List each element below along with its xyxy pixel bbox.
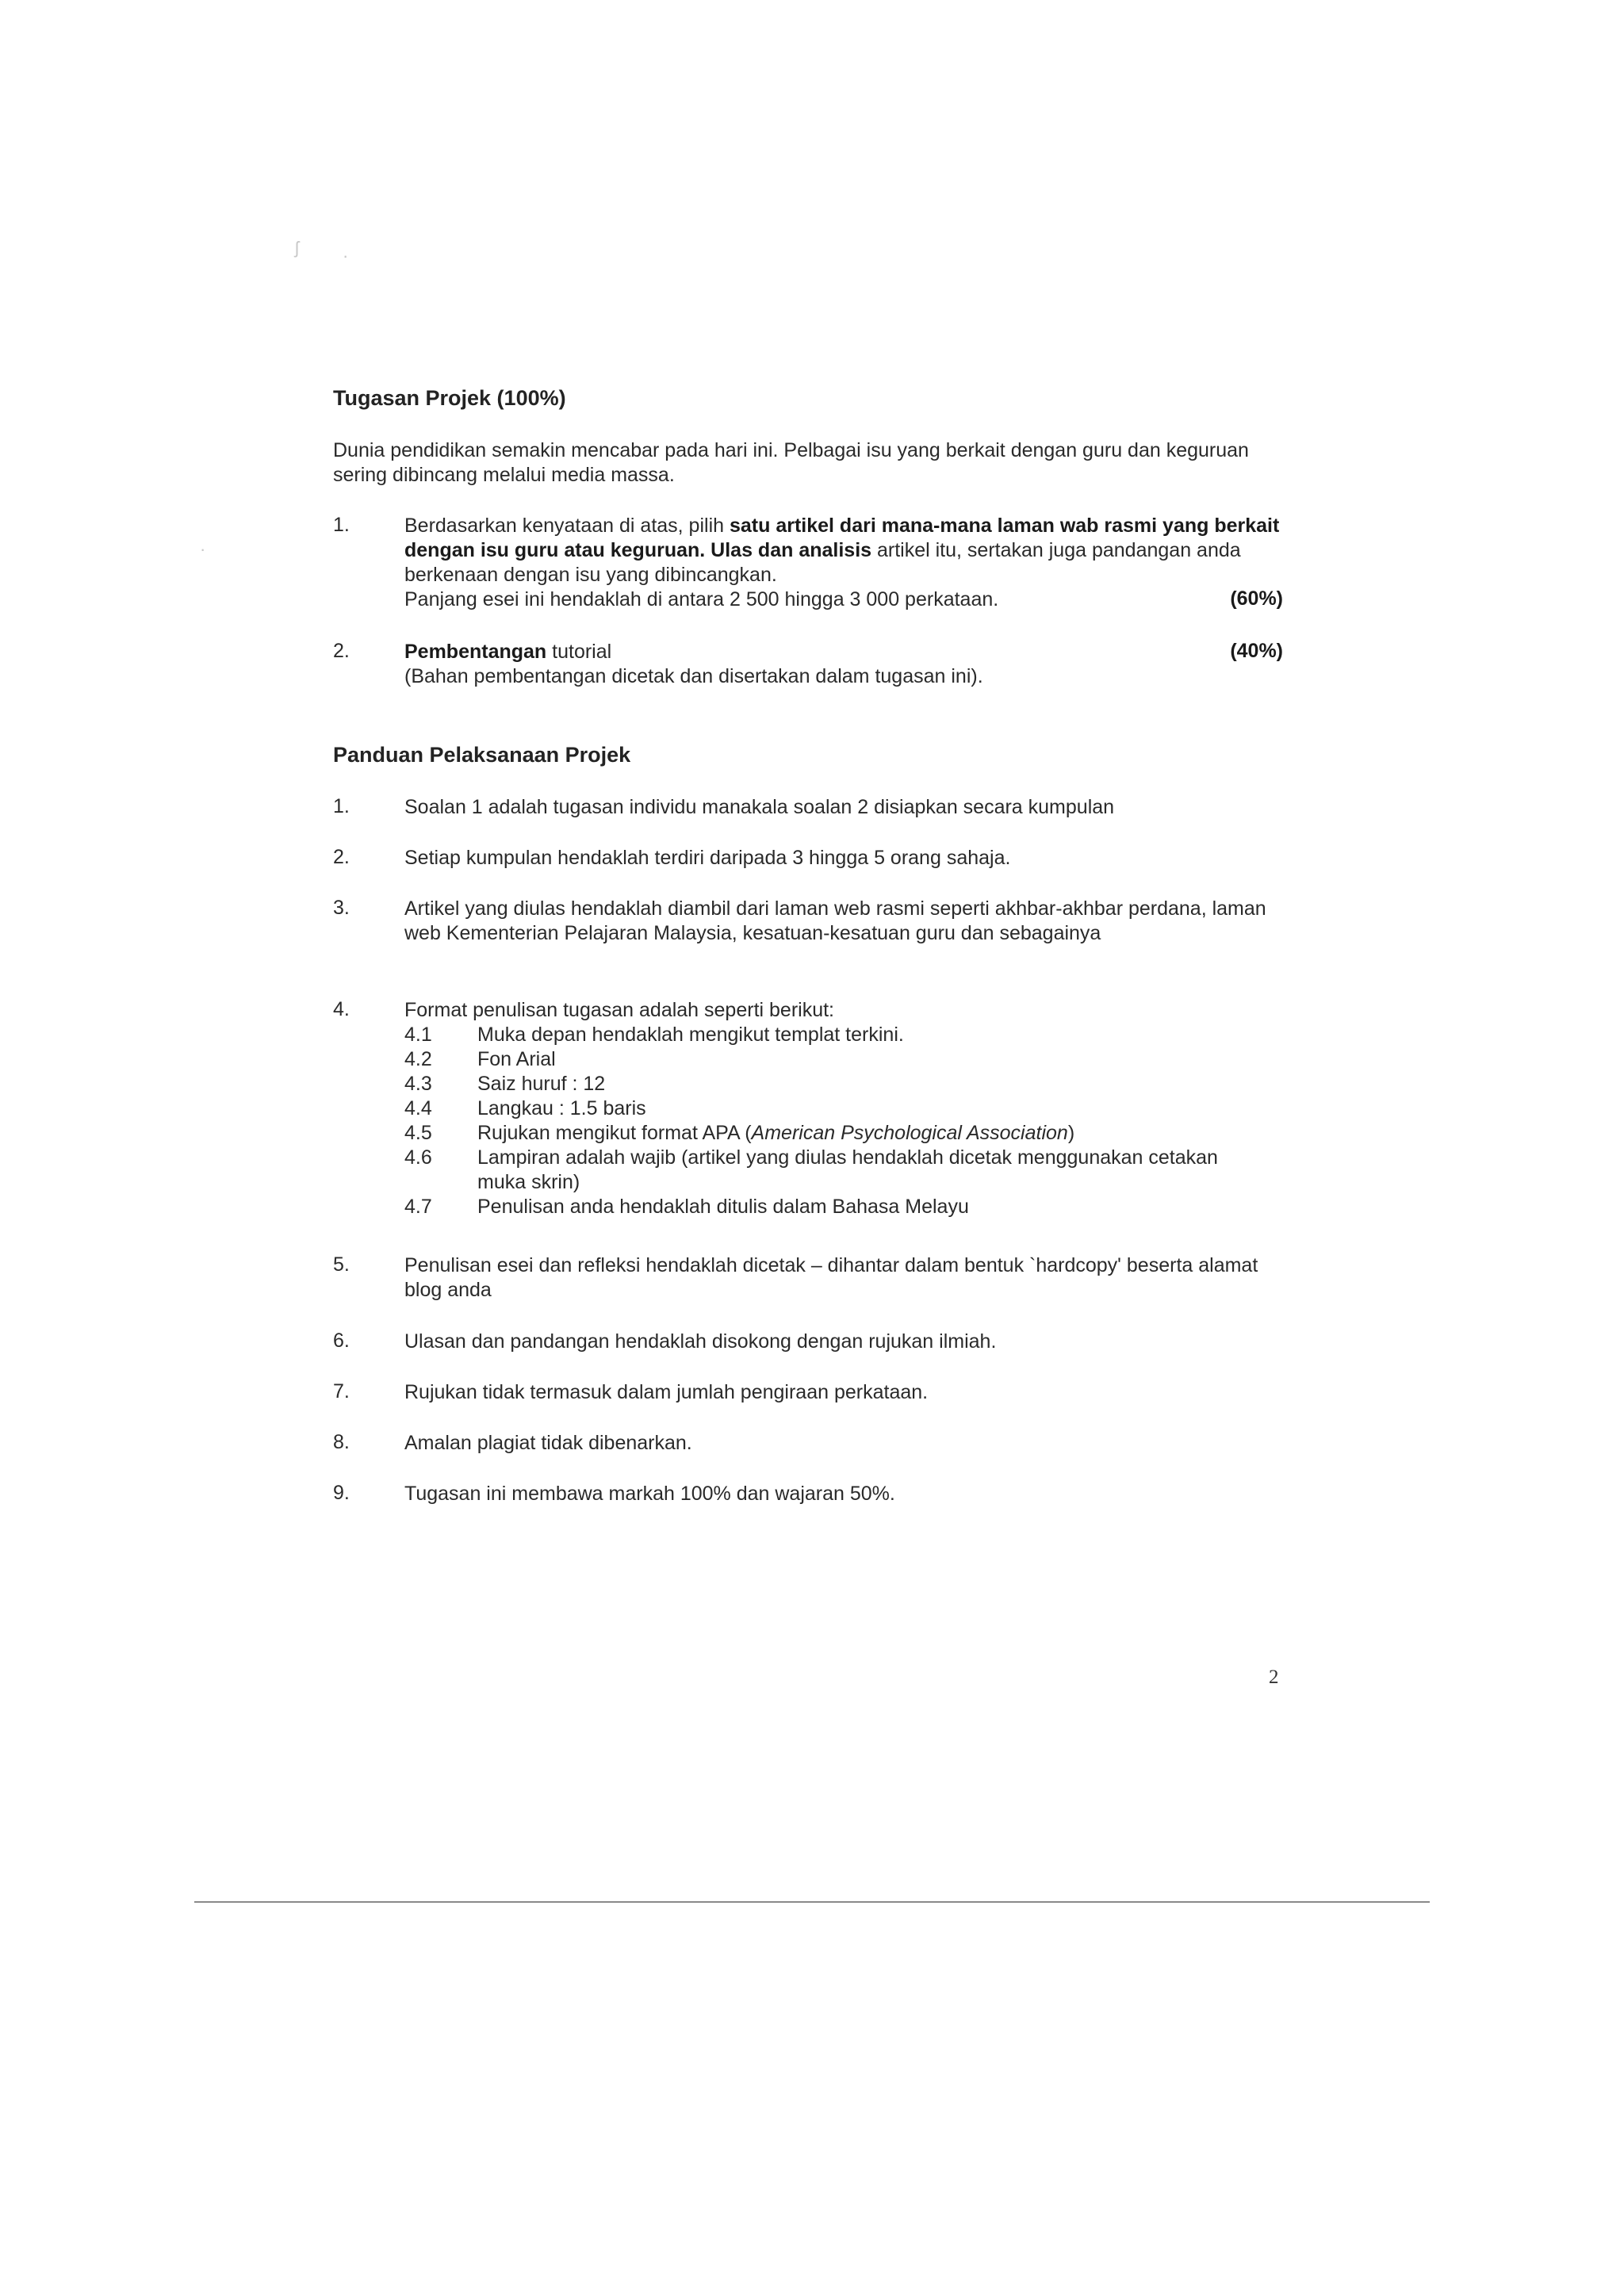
guide-item-number: 2. [333, 846, 350, 868]
format-subitem [404, 1023, 1285, 1047]
subitem-text: Penulisan anda hendaklah ditulis dalam Bahasa Melayu [477, 1196, 969, 1218]
subitem-text-italic: American Psychological Association [751, 1122, 1068, 1144]
subitem-number: 4.1 [404, 1024, 432, 1046]
guide-item-number: 6. [333, 1330, 350, 1352]
task-text: tutorial [546, 641, 612, 663]
task-text-bold: Ulas dan analisis [710, 539, 872, 561]
guide-item-text: Format penulisan tugasan adalah seperti berikut: [404, 999, 834, 1021]
subitem-number: 4.6 [404, 1146, 432, 1169]
guide-item-text: Rujukan tidak termasuk dalam jumlah pengiraan perkataan. [404, 1381, 929, 1403]
intro-paragraph: Dunia pendidikan semakin mencabar pada hari ini. Pelbagai isu yang berkait dengan guru dan keguruan sering dibincang melalui media massa. [333, 439, 1249, 486]
guide-item-text: Amalan plagiat tidak dibenarkan. [404, 1432, 692, 1454]
task-item-number: 1. [333, 514, 350, 536]
subitem-text: Saiz huruf : 12 [477, 1073, 606, 1095]
format-subitem [404, 1195, 1285, 1219]
subitem-text-part: ) [1067, 1122, 1075, 1144]
section-heading-panduan: Panduan Pelaksanaan Projek [333, 743, 631, 767]
format-subitem [404, 1072, 1285, 1096]
task-text: Berdasarkan kenyataan di atas, pilih [404, 515, 730, 537]
marks-60: (60%) [1230, 587, 1283, 610]
guide-item-number: 9. [333, 1482, 350, 1504]
guide-item-text: Setiap kumpulan hendaklah terdiri daripada 3 hingga 5 orang sahaja. [404, 847, 1011, 869]
task-length-text: Panjang esei ini hendaklah di antara 2 500 hingga 3 000 perkataan. [404, 588, 999, 610]
subitem-text: Muka depan hendaklah mengikut templat terkini. [477, 1024, 904, 1046]
task-item-number: 2. [333, 640, 350, 662]
subitem-text [477, 1121, 1270, 1146]
subitem-number: 4.3 [404, 1073, 432, 1095]
task-item-1 [404, 514, 1285, 612]
guide-item-text: Tugasan ini membawa markah 100% dan wajaran 50%. [404, 1483, 895, 1505]
guide-item-number: 1. [333, 795, 350, 817]
task-text-bold: Pembentangan [404, 641, 547, 663]
guide-item-number: 7. [333, 1380, 350, 1402]
task-text: (Bahan pembentangan dicetak dan disertakan dalam tugasan ini). [404, 665, 983, 687]
subitem-number: 4.5 [404, 1122, 432, 1144]
task-item-2 [404, 640, 1285, 689]
format-subitem [404, 1121, 1285, 1146]
subitem-number: 4.7 [404, 1196, 432, 1218]
guide-item-number: 8. [333, 1431, 350, 1453]
guide-item-text: Soalan 1 adalah tugasan individu manakala soalan 2 disiapkan secara kumpulan [404, 796, 1115, 818]
subitem-number: 4.4 [404, 1097, 432, 1119]
task-text: artikel itu, sertakan juga pandangan anda berkenaan dengan isu yang dibincangkan. [404, 539, 1241, 586]
marks-40: (40%) [1230, 640, 1283, 662]
guide-item-number: 5. [333, 1253, 350, 1276]
format-subitem [404, 1096, 1285, 1121]
subitem-text: Fon Arial [477, 1048, 556, 1070]
subitem-text: Langkau : 1.5 baris [477, 1097, 646, 1119]
page-bottom-rule [194, 1901, 1430, 1903]
scan-speck: · [200, 539, 206, 559]
subitem-text: Lampiran adalah wajib (artikel yang diulas hendaklah dicetak menggunakan cetakan muka skrin) [477, 1146, 1218, 1193]
section-heading-tugasan: Tugasan Projek (100%) [333, 386, 566, 410]
scan-speck: ʃ [295, 238, 299, 258]
scan-speck: · [343, 246, 349, 266]
format-subitem [404, 1146, 1285, 1195]
format-subitem [404, 1047, 1285, 1072]
guide-item-text: Ulasan dan pandangan hendaklah disokong dengan rujukan ilmiah. [404, 1330, 997, 1353]
guide-item-number: 3. [333, 897, 350, 919]
task-text-bold: satu artikel dari mana-mana laman wab rasmi yang berkait dengan isu guru atau keguruan. [404, 515, 1280, 561]
subitem-text-part: Rujukan mengikut format APA ( [477, 1122, 752, 1144]
subitem-number: 4.2 [404, 1048, 432, 1070]
guide-item-text: Artikel yang diulas hendaklah diambil dari laman web rasmi seperti akhbar-akhbar perdana, laman web Kementerian Pelajaran Malaysia, kesatuan-kesatuan guru dan sebagainya [404, 897, 1266, 944]
guide-item-number: 4. [333, 998, 350, 1020]
page-number: 2 [1269, 1667, 1279, 1688]
guide-item-text: Penulisan esei dan refleksi hendaklah dicetak – dihantar dalam bentuk `hardcopy' beserta alamat blog anda [404, 1254, 1258, 1301]
